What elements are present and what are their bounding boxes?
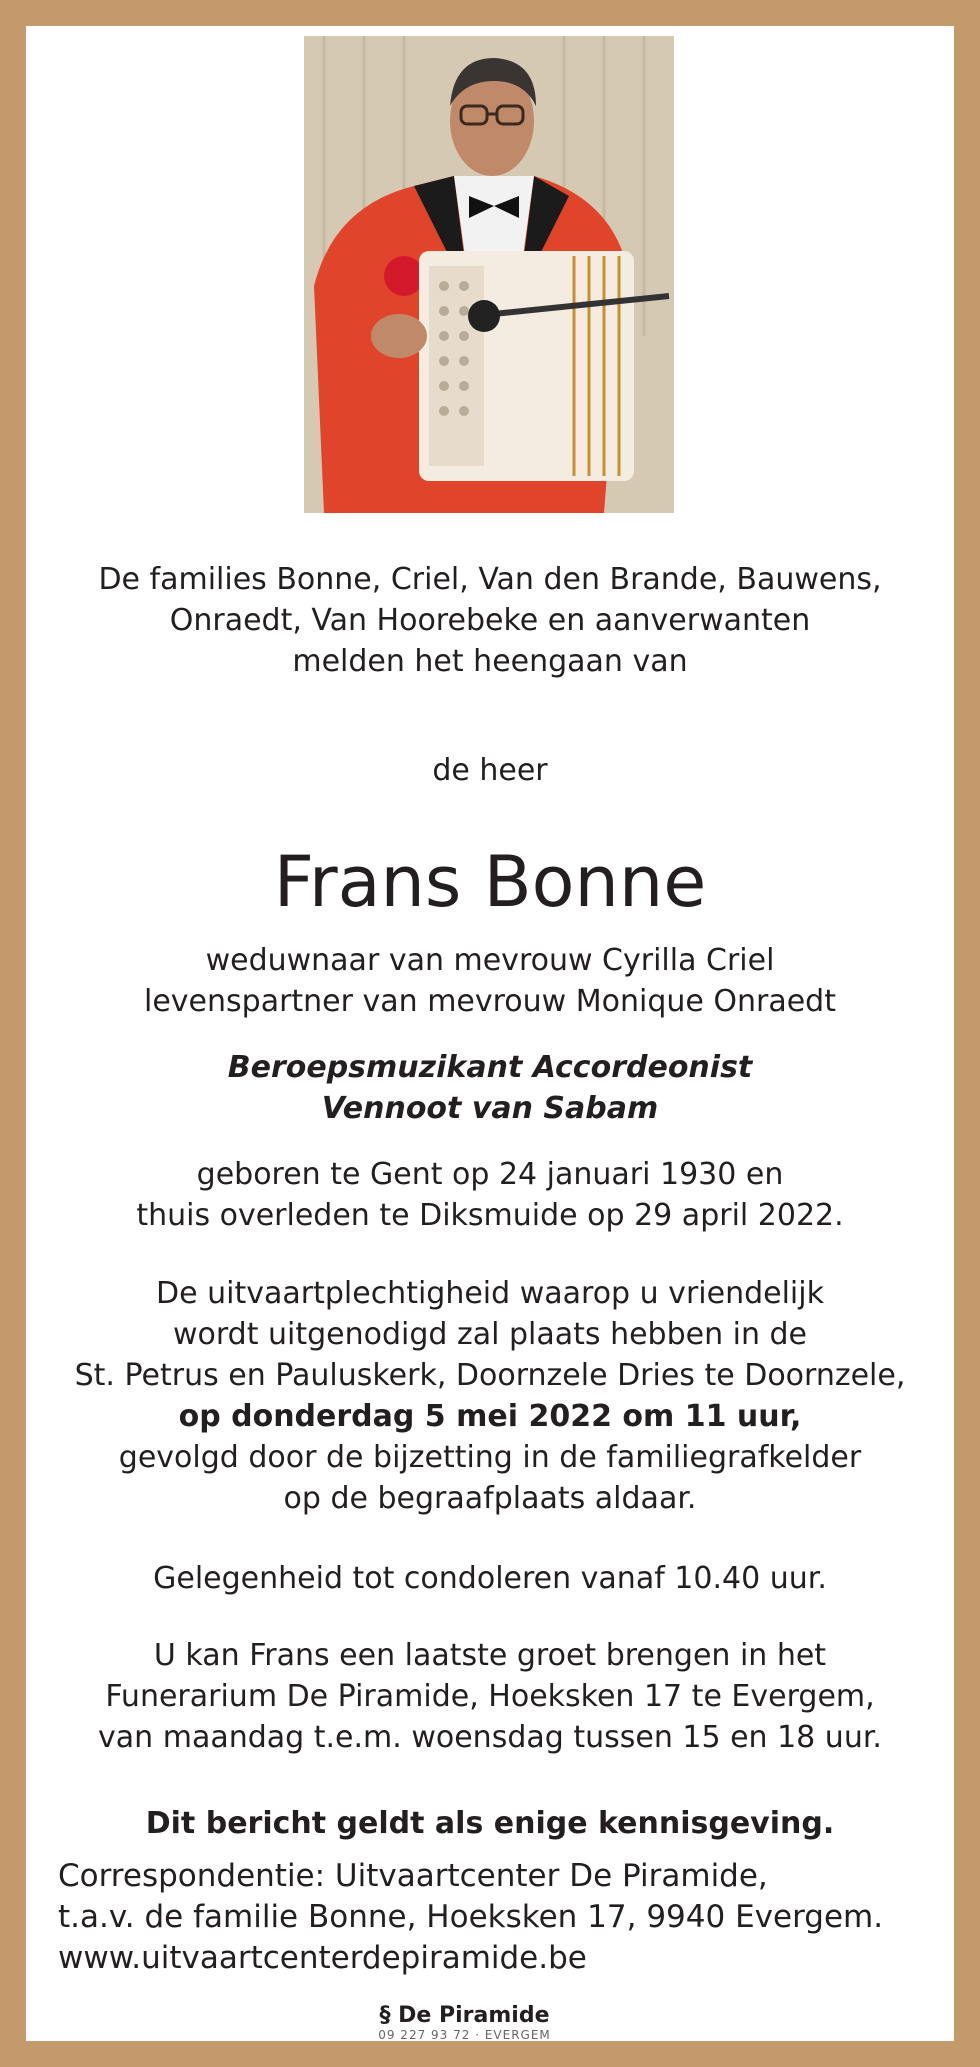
visitation-line: U kan Frans een laatste groet brengen in het	[153, 1638, 827, 1673]
ceremony-line: wordt uitgenodigd zal plaats hebben in de	[172, 1317, 808, 1352]
obituary-card	[26, 26, 954, 2041]
relation-line: weduwnaar van mevrouw Cyrilla Criel	[205, 943, 775, 978]
ceremony-line: St. Petrus en Pauluskerk, Doornzele Dries te Doornzele,	[74, 1358, 906, 1393]
ceremony-line: gevolgd door de bijzetting in de familiegrafkelder	[118, 1440, 862, 1475]
funeral-home-name: De Piramide	[398, 2003, 550, 2028]
visitation	[26, 1635, 954, 1758]
deceased-name: Frans Bonne	[273, 841, 707, 923]
pyramid-icon: §	[379, 2003, 391, 2028]
profession	[26, 1047, 954, 1129]
families-line: melden het heengaan van	[292, 644, 688, 679]
families-announcement	[26, 559, 954, 682]
families-line: De families Bonne, Criel, Van den Brande, Bauwens,	[98, 562, 882, 597]
funeral-home-contact: 09 227 93 72 · EVERGEM	[378, 2028, 551, 2042]
condolence: Gelegenheid tot condoleren vanaf 10.40 uur.	[153, 1561, 827, 1596]
portrait-photo	[304, 36, 674, 513]
visitation-line: Funerarium De Piramide, Hoeksken 17 te Evergem,	[105, 1679, 875, 1714]
correspondence	[58, 1856, 883, 1979]
website-link[interactable]: www.uitvaartcenterdepiramide.be	[58, 1940, 587, 1976]
birth-death	[26, 1154, 954, 1236]
birth-death-line: thuis overleden te Diksmuide op 29 april 2022.	[136, 1198, 844, 1233]
profession-line: Beroepsmuzikant Accordeonist	[227, 1050, 753, 1085]
portrait-illustration	[304, 36, 674, 513]
relations	[26, 940, 954, 1022]
profession-line: Vennoot van Sabam	[321, 1091, 659, 1126]
title-prefix: de heer	[432, 753, 548, 788]
birth-death-line: geboren te Gent op 24 januari 1930 en	[196, 1157, 784, 1192]
families-line: Onraedt, Van Hoorebeke en aanverwanten	[169, 603, 811, 638]
ceremony-line: op de begraafplaats aldaar.	[283, 1481, 697, 1516]
ceremony-line: De uitvaartplechtigheid waarop u vriendelijk	[156, 1276, 824, 1311]
visitation-line: van maandag t.e.m. woensdag tussen 15 en 18 uur.	[98, 1720, 882, 1755]
correspondence-line: Correspondentie: Uitvaartcenter De Piramide,	[58, 1858, 768, 1894]
notice: Dit bericht geldt als enige kennisgeving.	[145, 1806, 835, 1841]
funeral-home-footer	[287, 1978, 642, 2041]
correspondence-line: t.a.v. de familie Bonne, Hoeksken 17, 9940 Evergem.	[58, 1899, 884, 1935]
relation-line: levenspartner van mevrouw Monique Onraedt	[144, 984, 836, 1019]
ceremony-date: op donderdag 5 mei 2022 om 11 uur,	[178, 1399, 802, 1434]
ceremony	[26, 1273, 954, 1519]
funeral-home-logo	[287, 2004, 642, 2028]
